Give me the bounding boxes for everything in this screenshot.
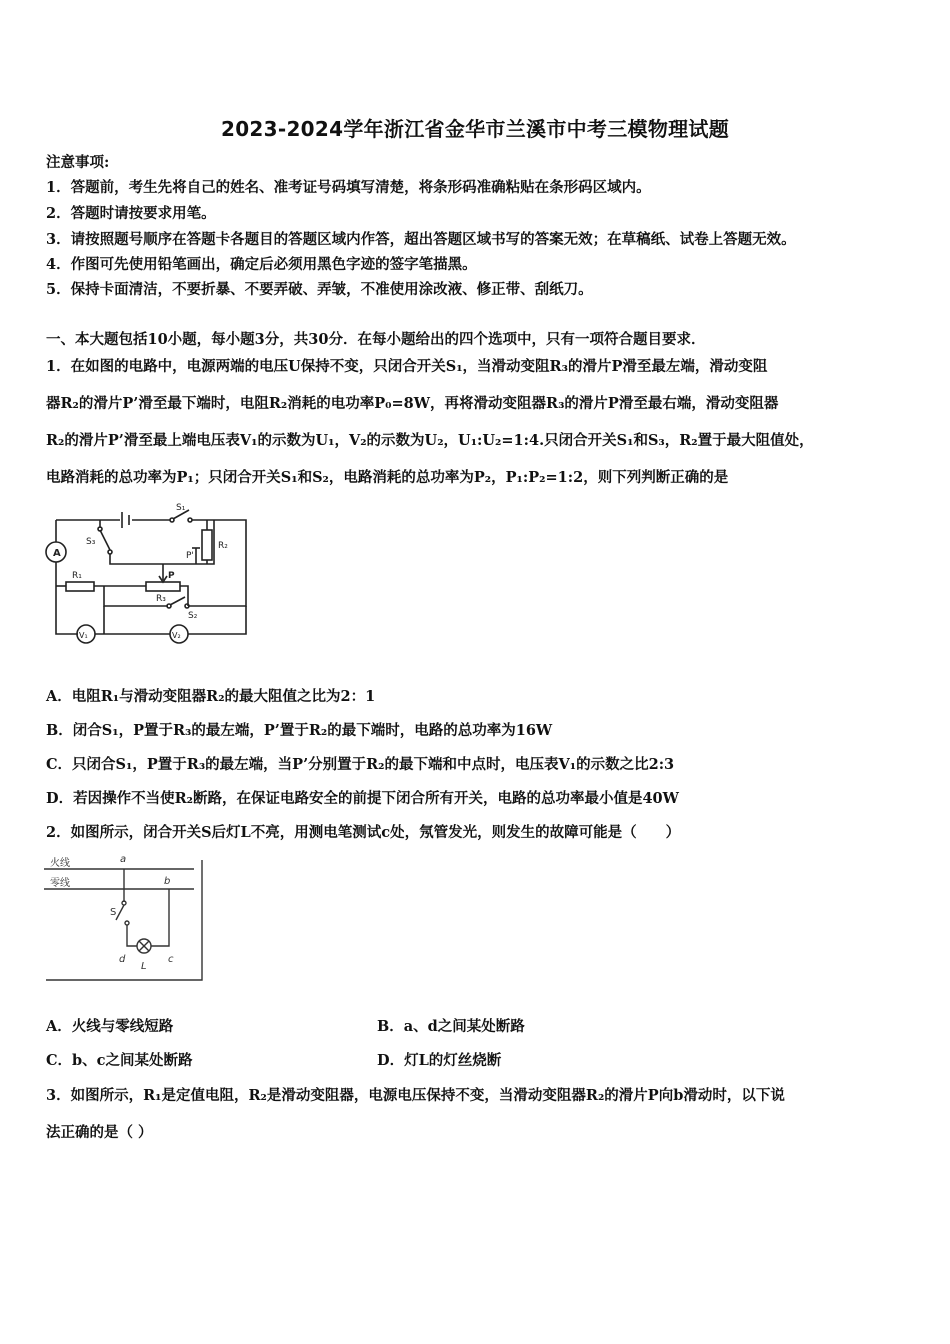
- point-c-label: c: [168, 954, 174, 965]
- notes-heading: 注意事项:: [46, 154, 110, 171]
- question-2-option-c: C．b、c之间某处断路: [46, 1052, 193, 1069]
- question-3-stem-line: 3．如图所示，R₁是定值电阻，R₂是滑动变阻器，电源电压保持不变，当滑动变阻器R₂的滑片P向b滑动时，以下说: [46, 1087, 785, 1104]
- voltmeter-v1-label: V₁: [79, 631, 88, 640]
- switch-s1-label: S₁: [176, 503, 186, 513]
- question-1-stem-line: 器R₂的滑片P’滑至最下端时，电阻R₂消耗的电功率P₀=8W，再将滑动变阻器R₃的滑片P滑至最右端，滑动变阻器: [46, 395, 779, 412]
- note-item: 5．保持卡面清洁，不要折暴、不要弄破、弄皱，不准使用涂改液、修正带、刮纸刀。: [46, 281, 593, 298]
- switch-s2-label: S₂: [188, 611, 198, 621]
- note-item: 4．作图可先使用铅笔画出，确定后必须用黑色字迹的签字笔描黑。: [46, 256, 477, 273]
- ammeter-label: A: [53, 548, 61, 559]
- point-d-label: d: [119, 954, 126, 965]
- question-1-option-d: D．若因操作不当使R₂断路，在保证电路安全的前提下闭合所有开关，电路的总功率最小值是40W: [46, 790, 679, 807]
- note-item: 3．请按照题号顺序在答题卡各题目的答题区域内作答，超出答题区域书写的答案无效；在草稿纸、试卷上答题无效。: [46, 231, 796, 248]
- question-2-option-d: D．灯L的灯丝烧断: [377, 1052, 502, 1069]
- resistor-r3-label: R₃: [156, 594, 166, 604]
- slider-p-prime-label: P': [186, 551, 194, 561]
- question-2-option-a: A．火线与零线短路: [46, 1018, 174, 1035]
- switch-s-label: S: [110, 907, 117, 918]
- resistor-r2-label: R₂: [218, 541, 228, 551]
- question-1-stem-line: 1．在如图的电路中，电源两端的电压U保持不变，只闭合开关S₁，当滑动变阻R₃的滑片P滑至最左端，滑动变阻: [46, 358, 768, 375]
- question-1-option-b: B．闭合S₁，P置于R₃的最左端，P’置于R₂的最下端时，电路的总功率为16W: [46, 722, 553, 739]
- question-1-circuit-diagram: [42, 500, 254, 648]
- point-a-label: a: [120, 854, 127, 865]
- note-item: 2．答题时请按要求用笔。: [46, 205, 216, 222]
- question-2-option-b: B．a、d之间某处断路: [377, 1018, 525, 1035]
- live-wire-label: 火线: [50, 858, 70, 869]
- question-2-wiring-diagram: [44, 852, 204, 982]
- neutral-wire-label: 零线: [50, 878, 70, 889]
- question-1-stem-line: 电路消耗的总功率为P₁；只闭合开关S₁和S₂，电路消耗的总功率为P₂，P₁:P₂=1:2，则下列判断正确的是: [46, 469, 729, 486]
- section-heading: 一、本大题包括10小题，每小题3分，共30分．在每小题给出的四个选项中，只有一项符合题目要求．: [46, 331, 706, 348]
- lamp-l-label: L: [141, 961, 147, 972]
- resistor-r1-label: R₁: [72, 571, 82, 581]
- page-title: 2023-2024学年浙江省金华市兰溪市中考三模物理试题: [220, 117, 730, 141]
- switch-s3-label: S₃: [86, 537, 96, 547]
- point-b-label: b: [164, 876, 171, 887]
- question-1-option-a: A．电阻R₁与滑动变阻器R₂的最大阻值之比为2：1: [46, 688, 376, 705]
- voltmeter-v2-label: V₂: [172, 631, 181, 640]
- question-2-stem-line: 2．如图所示，闭合开关S后灯L不亮，用测电笔测试c处，氖管发光，则发生的故障可能是（ ）: [46, 824, 681, 841]
- question-1-stem-line: R₂的滑片P’滑至最上端电压表V₁的示数为U₁，V₂的示数为U₂，U₁:U₂=1:4.只闭合开关S₁和S₃，R₂置于最大阻值处，: [46, 432, 814, 449]
- question-3-stem-line: 法正确的是（ ）: [46, 1124, 153, 1141]
- note-item: 1．答题前，考生先将自己的姓名、准考证号码填写清楚，将条形码准确粘贴在条形码区域内。: [46, 179, 651, 196]
- question-1-option-c: C．只闭合S₁，P置于R₃的最左端，当P’分别置于R₂的最下端和中点时，电压表V₁的示数之比2:3: [46, 756, 675, 773]
- slider-p-label: P: [168, 571, 175, 581]
